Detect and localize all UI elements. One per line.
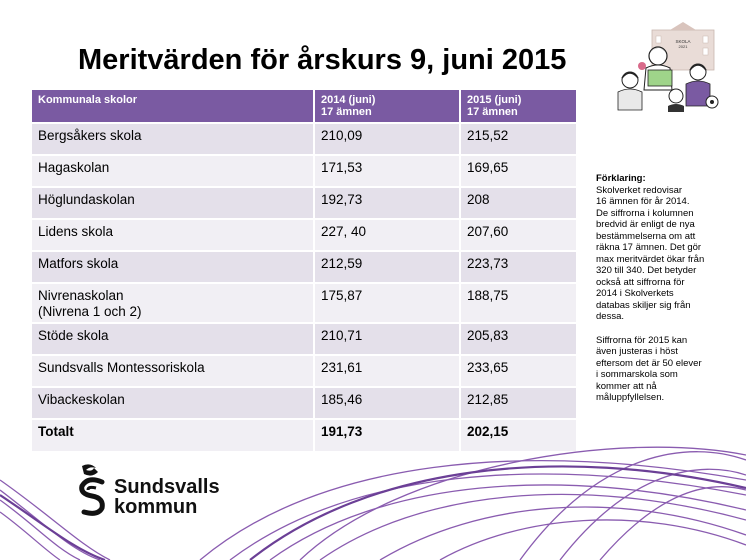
value-2015: 205,83 bbox=[460, 323, 576, 355]
header-2015 bbox=[460, 90, 576, 123]
school-name: Höglundaskolan bbox=[32, 187, 314, 219]
table-row bbox=[32, 123, 576, 155]
school-name: Sundsvalls Montessoriskola bbox=[32, 355, 314, 387]
table-row bbox=[32, 219, 576, 251]
logo-text: Sundsvalls bbox=[114, 476, 220, 498]
header-text: 17 ämnen bbox=[321, 106, 372, 118]
value-2014: 185,46 bbox=[314, 387, 460, 419]
table-row bbox=[32, 251, 576, 283]
school-name: Hagaskolan bbox=[32, 155, 314, 187]
school-name: Stöde skola bbox=[32, 323, 314, 355]
header-2014 bbox=[314, 90, 460, 123]
value-2014: 212,59 bbox=[314, 251, 460, 283]
school-name-line: Nivrenaskolan bbox=[38, 288, 124, 303]
school-name: Lidens skola bbox=[32, 219, 314, 251]
header-text: 17 ämnen bbox=[467, 106, 518, 118]
value-2015: 233,65 bbox=[460, 355, 576, 387]
total-2015: 202,15 bbox=[460, 419, 576, 451]
sundsvalls-kommun-logo bbox=[76, 462, 236, 522]
value-2015: 188,75 bbox=[460, 283, 576, 323]
table-header bbox=[32, 90, 576, 123]
header-text: 2014 (juni) bbox=[321, 94, 376, 106]
value-2015: 212,85 bbox=[460, 387, 576, 419]
value-2015: 169,65 bbox=[460, 155, 576, 187]
merit-values-table bbox=[32, 90, 576, 451]
school-name-line: (Nivrena 1 och 2) bbox=[38, 304, 142, 319]
value-2014: 210,71 bbox=[314, 323, 460, 355]
table-row bbox=[32, 155, 576, 187]
sign-text: 2021 bbox=[678, 44, 688, 49]
table-row bbox=[32, 187, 576, 219]
page-title: Meritvärden för årskurs 9, juni 2015 bbox=[78, 44, 567, 76]
school-children-illustration bbox=[606, 20, 724, 112]
table-row bbox=[32, 355, 576, 387]
value-2014: 210,09 bbox=[314, 123, 460, 155]
explanation-paragraph: Siffrorna för 2015 kan även justeras i höst eftersom det är 50 elever i sommarskola som kommer att nå måluppfyllelsen. bbox=[596, 334, 702, 403]
school-name bbox=[32, 283, 314, 323]
value-2014: 171,53 bbox=[314, 155, 460, 187]
explanation-heading: Förklaring: bbox=[596, 173, 646, 184]
school-name: Bergsåkers skola bbox=[32, 123, 314, 155]
school-name: Vibackeskolan bbox=[32, 387, 314, 419]
header-text: Kommunala skolor bbox=[38, 94, 138, 106]
value-2015: 207,60 bbox=[460, 219, 576, 251]
sundsvall-emblem-icon bbox=[76, 462, 112, 522]
table-row bbox=[32, 387, 576, 419]
sign-text: SKOLA bbox=[675, 39, 691, 44]
value-2014: 227, 40 bbox=[314, 219, 460, 251]
total-label: Totalt bbox=[32, 419, 314, 451]
school-name: Matfors skola bbox=[32, 251, 314, 283]
table-row bbox=[32, 283, 576, 323]
value-2015: 208 bbox=[460, 187, 576, 219]
table-row bbox=[32, 323, 576, 355]
value-2014: 231,61 bbox=[314, 355, 460, 387]
explanation-note bbox=[596, 173, 738, 404]
logo-text: kommun bbox=[114, 496, 198, 518]
value-2014: 175,87 bbox=[314, 283, 460, 323]
total-2014: 191,73 bbox=[314, 419, 460, 451]
explanation-paragraph: Skolverket redovisar 16 ämnen för år 2014. De siffrorna i kolumnen bredvid är enligt de nya bestämmelserna om att räkna 17 ämnen. Det gör max meritvärdet ökar från 320 till 340. Det betyder också att siffrorna för 2014 i Skolverkets databas skiljer sig från dessa. bbox=[596, 184, 705, 322]
value-2014: 192,73 bbox=[314, 187, 460, 219]
value-2015: 215,52 bbox=[460, 123, 576, 155]
value-2015: 223,73 bbox=[460, 251, 576, 283]
header-schools bbox=[32, 90, 314, 123]
header-text: 2015 (juni) bbox=[467, 94, 522, 106]
